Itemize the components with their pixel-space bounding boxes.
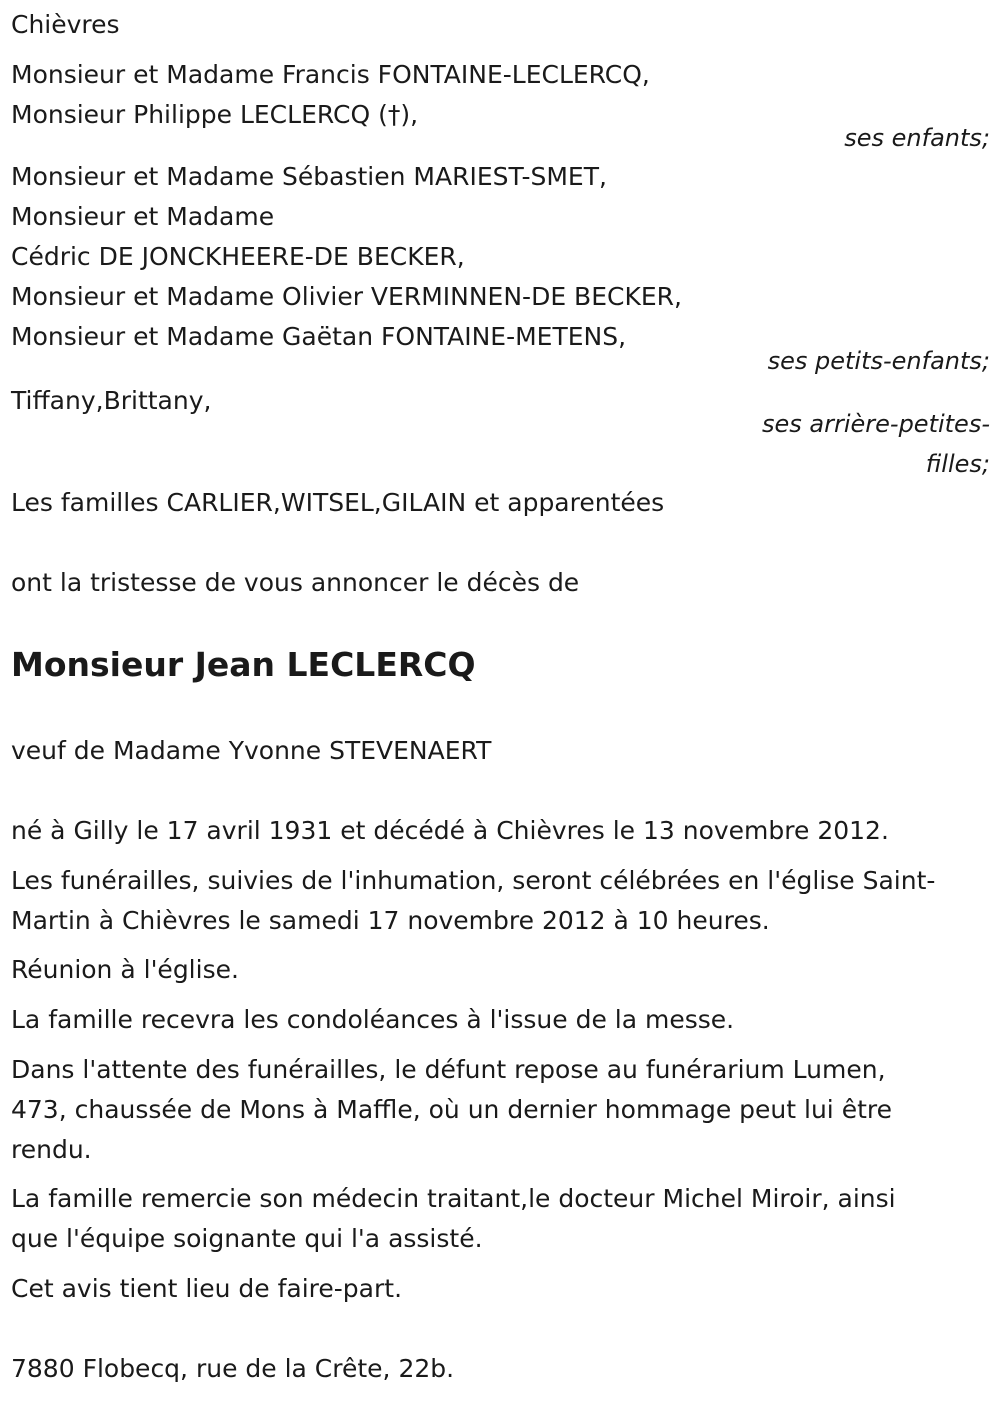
great-grandchildren-label: ses arrière-petites-: [762, 410, 990, 438]
families-line: Les familles CARLIER,WITSEL,GILAIN et apparentées: [11, 488, 665, 517]
child-line: Monsieur Philippe LECLERCQ (†),: [11, 100, 419, 129]
meeting-line: Réunion à l'église.: [11, 955, 239, 984]
funeral-line-cont: Martin à Chièvres le samedi 17 novembre 2012 à 10 heures.: [11, 906, 770, 935]
address-line: 7880 Flobecq, rue de la Crête, 22b.: [11, 1354, 455, 1383]
grandchildren-label: ses petits-enfants;: [767, 347, 990, 375]
grandchild-line: Cédric DE JONCKHEERE-DE BECKER,: [11, 242, 465, 271]
grandchild-line: Monsieur et Madame Sébastien MARIEST-SMET,: [11, 162, 607, 191]
great-grandchildren-line: Tiffany,Brittany,: [11, 386, 212, 415]
rest-line: Dans l'attente des funérailles, le défunt repose au funérarium Lumen,: [11, 1055, 886, 1084]
condolences-line: La famille recevra les condoléances à l'issue de la messe.: [11, 1005, 735, 1034]
widower-line: veuf de Madame Yvonne STEVENAERT: [11, 736, 492, 765]
announcement-line: ont la tristesse de vous annoncer le décès de: [11, 568, 580, 597]
deceased-name: Monsieur Jean LECLERCQ: [11, 645, 476, 684]
birth-death-line: né à Gilly le 17 avril 1931 et décédé à Chièvres le 13 novembre 2012.: [11, 816, 889, 845]
funeral-line: Les funérailles, suivies de l'inhumation, seront célébrées en l'église Saint-: [11, 866, 936, 895]
notice-line: Cet avis tient lieu de faire-part.: [11, 1274, 403, 1303]
rest-line-cont: 473, chaussée de Mons à Maffle, où un dernier hommage peut lui être: [11, 1095, 892, 1124]
grandchild-line: Monsieur et Madame Olivier VERMINNEN-DE BECKER,: [11, 282, 682, 311]
child-line: Monsieur et Madame Francis FONTAINE-LECLERCQ,: [11, 60, 650, 89]
thanks-line: La famille remercie son médecin traitant,le docteur Michel Miroir, ainsi: [11, 1184, 896, 1213]
grandchild-line: Monsieur et Madame: [11, 202, 275, 231]
children-label: ses enfants;: [844, 124, 990, 152]
rest-line-end: rendu.: [11, 1135, 92, 1164]
thanks-line-cont: que l'équipe soignante qui l'a assisté.: [11, 1224, 483, 1253]
great-grandchildren-label-cont: filles;: [925, 450, 990, 478]
grandchild-line: Monsieur et Madame Gaëtan FONTAINE-METENS,: [11, 322, 627, 351]
location-line: Chièvres: [11, 10, 120, 39]
